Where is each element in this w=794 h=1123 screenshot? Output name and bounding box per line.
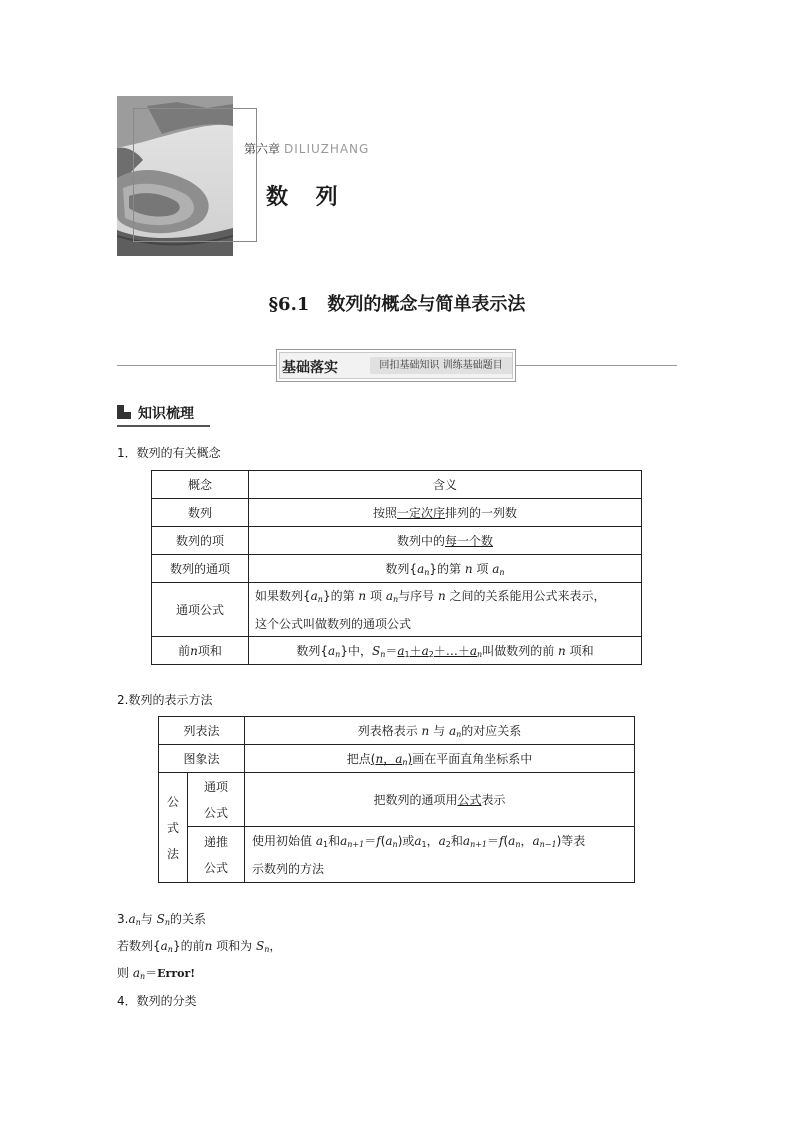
method-cell: 图象法 [159,745,245,773]
chapter-title: 数 列 [266,185,348,210]
chapter-label [244,140,369,157]
method-desc: 列表格表示 n 与 $a_n$的对应关系 [245,717,635,745]
banner-title: 基础落实 [282,360,338,376]
table-row [152,637,642,665]
s3-heading: $3.a_n$与 $S_n$的关系 [117,912,207,927]
meaning-cell: 数列中的每一个数 [249,527,642,555]
method-cell: 递推 公式 [188,827,245,883]
s4-heading: 4．数列的分类 [117,994,197,1008]
method-desc: 使用初始值 $a_1$和$a_{n+1}=f(a_n)$或$a_1$，$a_2$和$a_{n+1}=f(a_n$，$a_{n-1}$)等表 示数列的方法 [245,827,635,883]
table-row [152,555,642,583]
table-row [159,827,635,883]
table-row [159,717,635,745]
method-desc: 把数列的通项用公式表示 [245,773,635,827]
section-title: §6.1 数列的概念与简单表示法 [268,294,526,315]
meaning-cell: 数列$\{a_n\}$的第 n 项 $a_n$ [249,555,642,583]
method-desc: 把点(n，$a_n$)画在平面直角坐标系中 [245,745,635,773]
square-icon [117,405,131,419]
banner-subtitle: 回扣基础知识 训练基础题目 [370,357,512,374]
heading-underline [117,425,210,427]
chapter-label-cn: 第六章 [244,142,281,156]
table-row [152,499,642,527]
method-cell: 列表法 [159,717,245,745]
s2-heading: 2.数列的表示方法 [117,693,213,707]
term-cell: 数列的通项 [152,555,249,583]
s3-paragraph-1: 若数列$\{a_n\}$的前n 项和为 $S_n$， [117,939,282,954]
table-row [152,583,642,637]
representation-table [158,716,635,883]
meaning-cell: 如果数列$\{a_n\}$的第 n 项 $a_n$与序号 n 之间的关系能用公式来表示， 这个公式叫做数列的通项公式 [249,583,642,637]
table-row [152,527,642,555]
table-row [159,773,635,827]
meaning-cell: 数列$\{a_n\}$中，$S_n=a_1+a_2+\dots+a_n$叫做数列的前 n 项和 [249,637,642,665]
meaning-cell: 按照一定次序排列的一列数 [249,499,642,527]
chapter-frame [133,108,257,242]
method-cell: 通项 公式 [188,773,245,827]
table-row [152,471,642,499]
s3-paragraph-2: 则 $a_n=Error$! [117,966,196,981]
s1-heading: 1．数列的有关概念 [117,446,221,460]
term-cell: 通项公式 [152,583,249,637]
term-cell: 数列 [152,499,249,527]
concept-table [151,470,642,665]
chapter-label-en: DILIUZHANG [284,142,370,156]
col-header-concept: 概念 [152,471,249,499]
knowledge-heading: 知识梳理 [138,406,194,422]
table-row [159,745,635,773]
formula-group-cell: 公 式 法 [159,773,188,883]
term-cell: 数列的项 [152,527,249,555]
col-header-meaning: 含义 [249,471,642,499]
term-cell: 前n项和 [152,637,249,665]
